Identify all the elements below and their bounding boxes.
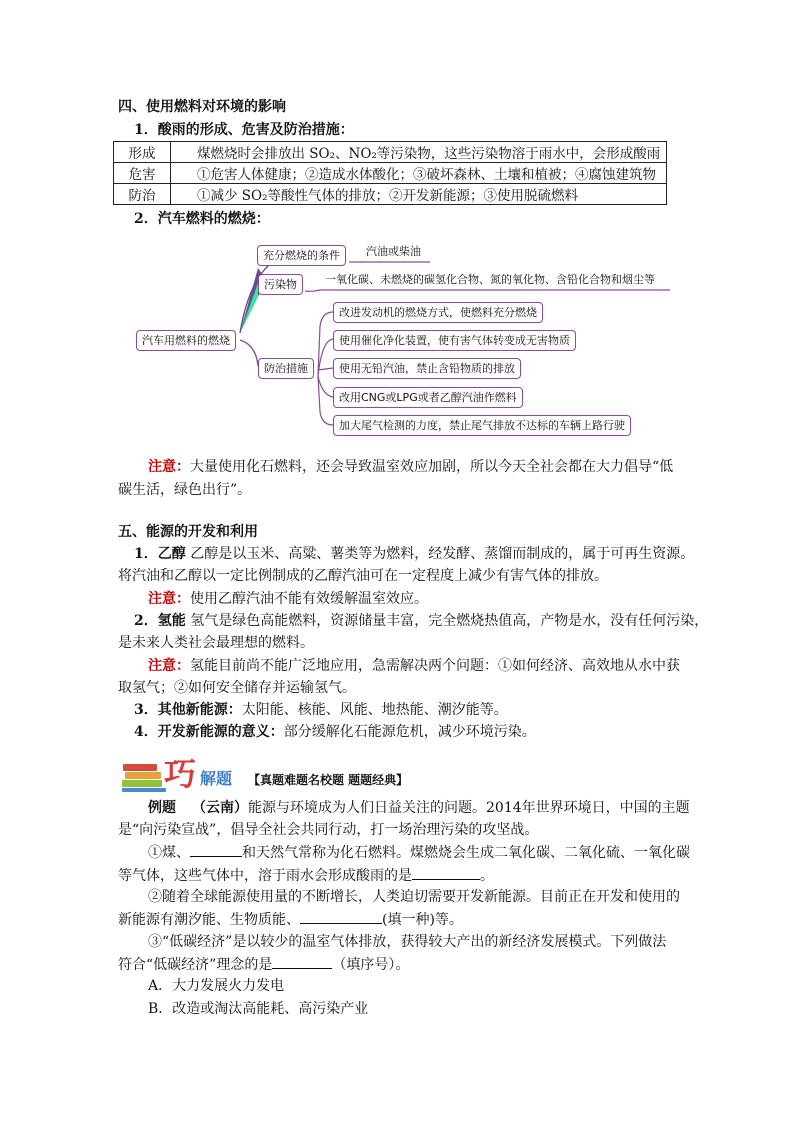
question1-line2: [118, 864, 494, 887]
question2-line2: [118, 908, 463, 931]
note-paragraph: [148, 456, 673, 478]
item1-text: 乙醇是以玉米、高粱、薯类等为燃料，经发酵、蒸馏而制成的，属于可再生资源。: [185, 546, 695, 562]
item3-paragraph: [134, 699, 508, 721]
item1-note: [148, 588, 428, 610]
note-label: 注意：: [148, 591, 190, 607]
answer-blank-1[interactable]: [190, 841, 242, 857]
section5-title: 五、能源的开发和利用: [118, 524, 258, 540]
table-cell-value: ①减少 SO₂等酸性气体的排放；②开发新能源；③使用脱硫燃料: [171, 184, 667, 205]
question1-text: 和天然气常称为化石燃料。煤燃烧会生成二氧化碳、二氧化硫、一氧化碳: [242, 845, 690, 861]
question3-text: 符合“低碳经济”理念的是: [118, 957, 273, 973]
question3-line2: [118, 953, 409, 976]
mindmap-leaf-gasoline: 汽油或柴油: [366, 245, 421, 258]
question1-text: 等气体，这些气体中，溶于雨水会形成酸雨的是: [118, 868, 412, 884]
option-a[interactable]: A．大力发展火力发电: [148, 978, 285, 994]
mindmap-leaf-measure: 改用CNG或LPG或者乙醇汽油作燃料: [333, 387, 523, 408]
logo-char: 巧: [164, 755, 197, 793]
mindmap-leaf-line: [318, 376, 333, 397]
table-cell-value: ①危害人体健康；②造成水体酸化；③破坏森林、土壤和植被；④腐蚀建筑物: [171, 163, 667, 184]
mindmap-leaf-measure: 使用无铅汽油，禁止含铅物质的排放: [333, 358, 521, 379]
mindmap-leaf-measure: 加大尾气检测的力度，禁止尾气排放不达标的车辆上路行驶: [333, 415, 631, 436]
question3-line1: ③“低碳经济”是以较少的温室气体排放，获得较大产出的新经济发展模式。下列做法: [148, 934, 667, 950]
option-b[interactable]: B．改造或淘汰高能耗、高污染产业: [148, 1001, 369, 1017]
mindmap-node-conditions: 充分燃烧的条件: [257, 245, 346, 266]
mindmap-leaf-line: [318, 368, 333, 370]
mindmap-node-pollutants: 污染物: [258, 274, 303, 295]
note-text: 大量使用化石燃料，还会导致温室效应加剧，所以今天全社会都在大力倡导“低: [190, 459, 674, 475]
example-source: （云南）: [192, 800, 248, 816]
answer-blank-4[interactable]: [272, 953, 332, 969]
mindmap-leaf-line: [318, 339, 333, 376]
car-fuel-subtitle: 2．汽车燃料的燃烧：: [134, 211, 270, 227]
item4-paragraph: [134, 721, 536, 743]
item4-text: 部分缓解化石能源危机，减少环境污染。: [283, 724, 536, 740]
example-paragraph: [148, 797, 690, 819]
item3-text: 太阳能、核能、风能、地热能、潮汐能等。: [241, 702, 508, 718]
item2-text: 氢气是绿色高能燃料，资源储量丰富，完全燃烧热值高，产物是水，没有任何污染，: [185, 613, 709, 629]
item2-heading: 2．氢能: [134, 613, 186, 629]
item2-note-line2: 取氢气；②如何安全储存并运输氢气。: [118, 680, 356, 696]
mindmap-leaf-measure: 改进发动机的燃烧方式，使燃料充分燃烧: [333, 302, 543, 323]
note-text: 氢能目前尚不能广泛地应用，急需解决两个问题：①如何经济、高效地从水中获: [190, 658, 680, 674]
note-label: 注意：: [148, 459, 190, 475]
example-label: 例题: [148, 800, 176, 816]
item2-line2: 是未来人类社会最理想的燃料。: [118, 635, 314, 651]
table-cell-key: 危害: [114, 163, 171, 184]
example-line2: 是“向污染宣战”，倡导全社会共同行动，打一场治理污染的攻坚战。: [118, 822, 539, 838]
mindmap-leaf-pollutants: 一氧化碳、未燃烧的碳氢化合物、氮的氧化物、含铅化合物和烟尘等: [325, 273, 655, 286]
acid-rain-subtitle: 1．酸雨的形成、危害及防治措施：: [134, 122, 354, 138]
item2-paragraph: [134, 610, 708, 632]
question2-line1: ②随着全球能源使用量的不断增长，人类迫切需要开发新能源。目前正在开发和使用的: [148, 889, 680, 905]
item3-heading: 3．其他新能源：: [134, 702, 242, 718]
example-text: 能源与环境成为人们日益关注的问题。2014年世界环境日，中国的主题: [248, 800, 690, 816]
item1-line2: 将汽油和乙醇以一定比例制成的乙醇汽油可在一定程度上减少有害气体的排放。: [118, 568, 608, 584]
table-cell-key: 形成: [114, 142, 171, 163]
question3-text: （填序号）。: [332, 957, 410, 973]
mindmap-leaf-measure: 使用催化净化装置，使有害气体转变成无害物质: [333, 330, 576, 351]
question1-text: ①煤、: [148, 845, 190, 861]
answer-blank-2[interactable]: [412, 864, 480, 880]
note-text: 使用乙醇汽油不能有效缓解温室效应。: [190, 591, 428, 607]
mindmap-branch-line: [240, 340, 258, 366]
question1-line1: [148, 841, 690, 864]
logo-tagline: 【真题难题名校题 题题经典】: [248, 773, 409, 787]
question2-text: 新能源有潮汐能、生物质能、: [118, 912, 300, 928]
item2-note: [148, 655, 680, 677]
logo-word: 解题: [200, 769, 233, 788]
mindmap-node-prevention: 防治措施: [258, 358, 314, 379]
mindmap-root: 汽车用燃料的燃烧: [136, 330, 236, 351]
answer-blank-3[interactable]: [300, 908, 382, 924]
item1-paragraph: [134, 543, 694, 565]
table-cell-key: 防治: [114, 184, 171, 205]
item1-heading: 1．乙醇: [134, 546, 186, 562]
mindmap-leaf-line: [305, 290, 670, 291]
question2-text: (填一种)等。: [382, 912, 463, 928]
note-line2: 碳生活，绿色出行”。: [118, 482, 252, 498]
item4-heading: 4．开发新能源的意义：: [134, 724, 284, 740]
section4-title: 四、使用燃料对环境的影响: [118, 99, 286, 115]
table-cell-value: 煤燃烧时会排放出 SO₂、NO₂等污染物，这些污染物溶于雨水中，会形成酸雨: [171, 142, 667, 163]
note-label: 注意：: [148, 658, 190, 674]
question1-end: 。: [480, 868, 494, 884]
